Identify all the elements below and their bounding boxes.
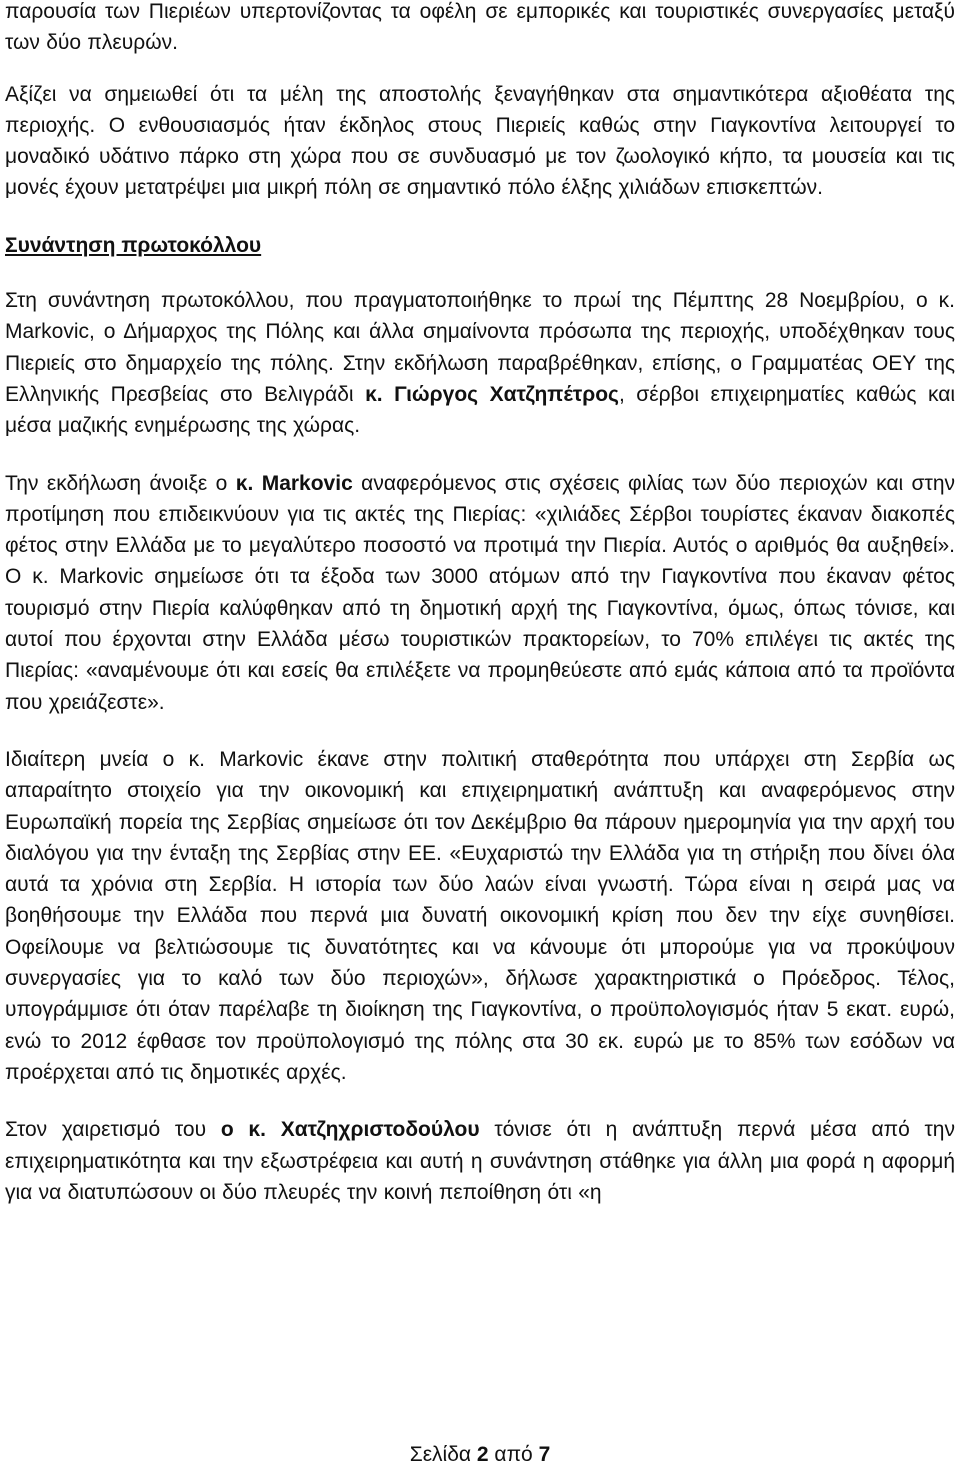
paragraph-text: Στη συνάντηση πρωτοκόλλου, που πραγματοποιήθηκε το πρωί της Πέμπτης 28 Νοεμβρίου, ο κ. Markovic, ο Δήμαρχος της Πόλης και άλλα σημαίνοντα πρόσωπα της περιοχής, υποδέχθηκαν τους Πιεριείς στο δημαρχείο της πόλης. Στην εκδήλωση παραβρέθηκαν, επίσης, ο Γραμματέας ΟΕΥ της Ελληνικής Πρεσβείας στο Βελιγράδι	[5, 289, 955, 406]
paragraph-text: Την εκδήλωση άνοιξε ο	[5, 471, 236, 495]
bold-name: ο κ. Χατζηχριστοδούλου	[220, 1118, 480, 1142]
spacer	[5, 59, 955, 79]
paragraph-text: , σέρβοι επιχειρηματίες καθώς και μέσα μαζικής ενημέρωσης της χώρας.	[5, 382, 956, 438]
spacer	[5, 1088, 955, 1114]
bold-name: κ. Γιώργος Χατζηπέτρος	[365, 382, 619, 406]
paragraph-sightseeing: Αξίζει να σημειωθεί ότι τα μέλη της αποστολής ξεναγήθηκαν στα σημαντικότερα αξιοθέατα της περιοχής. Ο ενθουσιασμός ήταν έκδηλος στους Πιεριείς καθώς στην Γιαγκοντίνα λειτουργεί το μοναδικό υδάτινο πάρκο στη χώρα που σε συνδυασμό με τον ζωολογικό κήπο, τα μουσεία και τις μονές έχουν μετατρέψει μια μικρή πόλη σε σημαντικό πόλο έλξης χιλιάδων επισκεπτών.	[5, 82, 955, 200]
paragraph-protocol-meeting	[5, 285, 955, 441]
paragraph-text: Στον χαιρετισμό του	[5, 1118, 221, 1142]
spacer	[5, 442, 955, 468]
footer-page-total: 7	[538, 1443, 551, 1466]
footer-label: Σελίδα	[409, 1443, 477, 1466]
paragraph-greeting	[5, 1114, 955, 1208]
spacer	[5, 204, 955, 230]
paragraph-intro: παρουσία των Πιεριέων υπερτονίζοντας τα οφέλη σε εμπορικές και τουριστικές συνεργασίες μεταξύ των δύο πλευρών.	[5, 0, 955, 55]
paragraph-opening	[5, 468, 955, 718]
paragraph-text: τόνισε ότι η ανάπτυξη περνά μέσα από την επιχειρηματικότητα και την εξωστρέφεια και αυτή η συνάντηση στάθηκε για άλλη μια φορά η αφορμή για να διατυπώσουν οι δύο πλευρές την κοινή πεποίθηση ότι «η	[5, 1118, 955, 1204]
section-heading: Συνάντηση πρωτοκόλλου	[5, 233, 262, 257]
footer-page-number: 2	[476, 1443, 489, 1466]
footer-separator: από	[488, 1443, 539, 1466]
spacer	[5, 261, 955, 285]
bold-name: κ. Markovic	[235, 471, 353, 495]
spacer	[5, 718, 955, 744]
document-page	[5, 0, 955, 1208]
paragraph-text: αναφερόμενος στις σχέσεις φιλίας των δύο περιοχών και στην προτίμηση που επιδεικνύουν για τις ακτές της Πιερίας: «χιλιάδες Σέρβοι τουρίστες έκαναν διακοπές φέτος στην Ελλάδα με το μεγαλύτερο ποσοστό να προτιμά την Πιερία. Αυτός ο αριθμός θα αυξηθεί». Ο κ. Markovic σημείωσε ότι τα έξοδα των 3000 ατόμων από την Γιαγκοντίνα που έκαναν φέτος τουρισμό στην Πιερία καλύφθηκαν από τη δημοτική αρχή της Γιαγκοντίνα, όμως, όπως τόνισε, και αυτοί που έρχονται στην Ελλάδα μέσω τουριστικών πρακτορείων, το 70% επιλέγει τις ακτές της Πιερίας: «αναμένουμε ότι και εσείς θα επιλέξετε να προμηθεύεστε από εμάς κάποια από τα προϊόντα που χρειάζεστε».	[5, 471, 955, 714]
paragraph-special-mention: Ιδιαίτερη μνεία ο κ. Markovic έκανε στην πολιτική σταθερότητα που υπάρχει στη Σερβία ως απαραίτητο στοιχείο για την οικονομική και επιχειρηματική ανάπτυξη και αναφερόμενος στην Ευρωπαϊκή πορεία της Σερβίας σημείωσε ότι τον Δεκέμβριο θα πάρουν ημερομηνία για την αρχή του διαλόγου για την ένταξη της Σερβίας στην ΕΕ. «Ευχαριστώ την Ελλάδα για τη στήριξη που δίνει όλα αυτά τα χρόνια στη Σερβία. Η ιστορία των δύο λαών είναι γνωστή. Τώρα είναι η σειρά μας να βοηθήσουμε την Ελλάδα που περνά μια δυνατή οικονομική κρίση που δεν την είχε συνηθίσει. Οφείλουμε να βελτιώσουμε τις δυνατότητες και να κάνουμε ότι μπορούμε για να προκύψουν συνεργασίες για το καλό των δύο περιοχών», δήλωσε χαρακτηριστικά ο Πρόεδρος. Τέλος, υπογράμμισε ότι όταν παρέλαβε τη διοίκηση της Γιαγκοντίνα, ο προϋπολογισμός ήταν 5 εκατ. ευρώ, ενώ το 2012 έφθασε τον προϋπολογισμό της πόλης στα 30 εκ. ευρώ με το 85% των εσόδων να προέρχεται από τις δημοτικές αρχές.	[5, 747, 955, 1084]
page-footer	[0, 1441, 960, 1469]
